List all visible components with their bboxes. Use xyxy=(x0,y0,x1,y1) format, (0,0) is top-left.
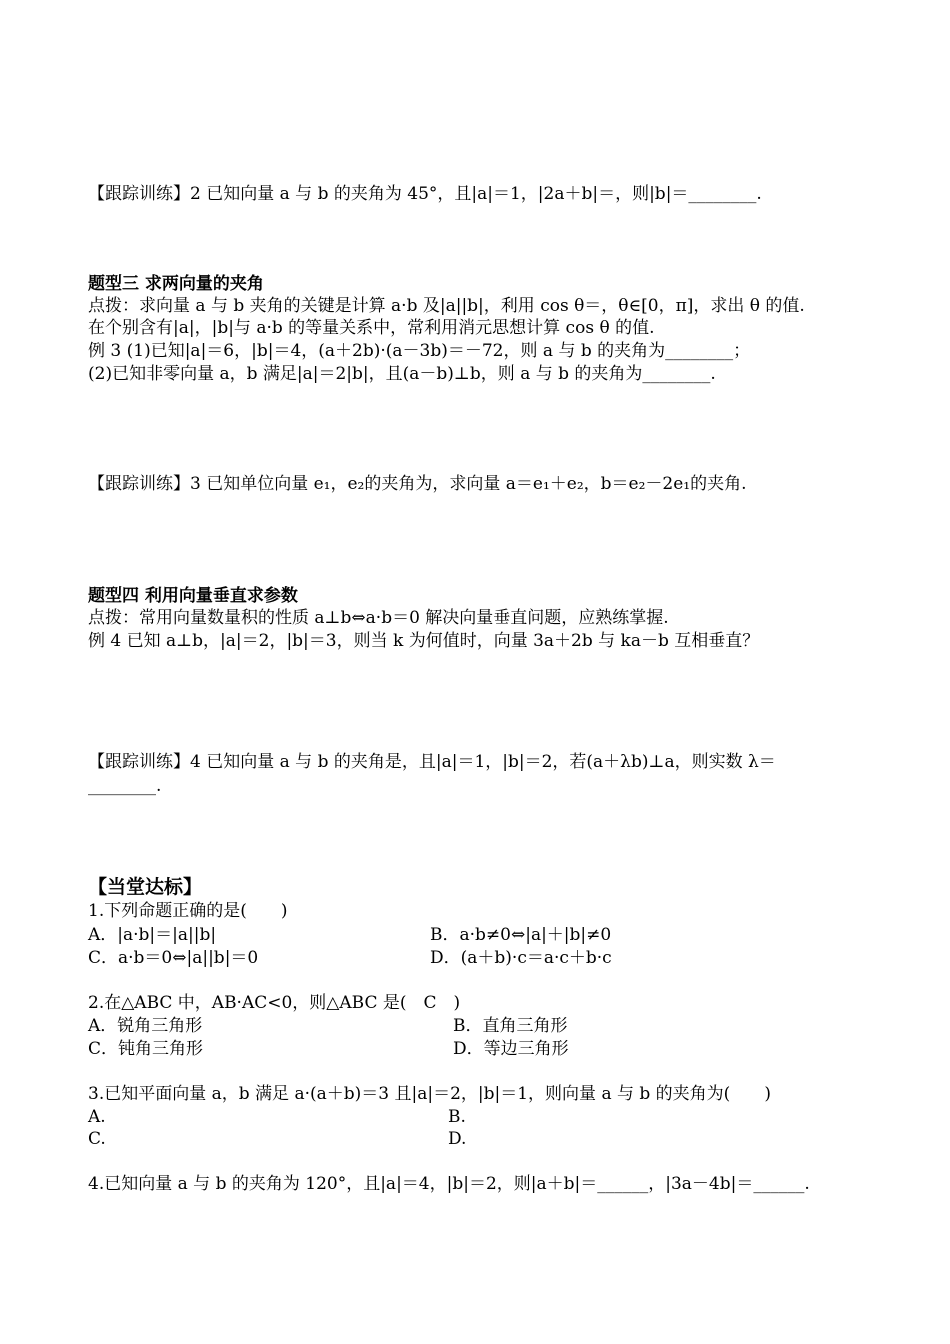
type4-hint: 点拨：常用向量数量积的性质 a⊥b⇔a·b＝0 解决向量垂直问题，应熟练掌握. xyxy=(88,608,669,628)
quiz-title: 【当堂达标】 xyxy=(88,876,203,898)
question-1: 1.下列命题正确的是( ) xyxy=(88,901,288,921)
question-3-option-c: C. xyxy=(88,1129,106,1149)
question-2-option-b: B．直角三角形 xyxy=(453,1016,568,1036)
question-2-option-d: D．等边三角形 xyxy=(453,1039,569,1059)
question-2-option-c: C．钝角三角形 xyxy=(88,1039,204,1059)
type3-hint-2: 在个别含有|a|，|b|与 a·b 的等量关系中，常利用消元思想计算 cos θ 的值. xyxy=(88,318,655,338)
question-1-option-c: C．a·b＝0⇔|a||b|＝0 xyxy=(88,948,259,968)
question-3: 3.已知平面向量 a，b 满足 a·(a＋b)＝3 且|a|＝2，|b|＝1，则向量 a 与 b 的夹角为( ) xyxy=(88,1084,771,1104)
type3-title: 题型三 求两向量的夹角 xyxy=(88,274,264,294)
question-3-option-b: B. xyxy=(448,1107,466,1127)
question-3-option-a: A. xyxy=(88,1107,106,1127)
track-training-4: 【跟踪训练】4 已知向量 a 与 b 的夹角是，且|a|＝1，|b|＝2，若(a＋λb)⊥a，则实数 λ＝ xyxy=(88,752,776,772)
track-training-4-blank: ________. xyxy=(88,776,162,796)
example-4: 例 4 已知 a⊥b，|a|＝2，|b|＝3，则当 k 为何值时，向量 3a＋2b 与 ka－b 互相垂直？ xyxy=(88,631,760,651)
question-2: 2.在△ABC 中，AB·AC<0，则△ABC 是( C ) xyxy=(88,993,461,1013)
track-training-3: 【跟踪训练】3 已知单位向量 e₁，e₂的夹角为，求向量 a＝e₁＋e₂，b＝e₂－2e₁的夹角. xyxy=(88,474,747,494)
track-training-2: 【跟踪训练】2 已知向量 a 与 b 的夹角为 45°，且|a|＝1，|2a＋b|＝，则|b|＝________. xyxy=(88,184,762,204)
example-3-part-1: 例 3 (1)已知|a|＝6，|b|＝4，(a＋2b)·(a－3b)＝－72，则 a 与 b 的夹角为________； xyxy=(88,341,751,361)
question-1-option-d: D．(a＋b)·c＝a·c＋b·c xyxy=(430,948,612,968)
question-1-option-b: B．a·b≠0⇔|a|＋|b|≠0 xyxy=(430,925,612,945)
type3-hint: 点拨：求向量 a 与 b 夹角的关键是计算 a·b 及|a||b|，利用 cos θ＝，θ∈[0，π]，求出 θ 的值. xyxy=(88,296,805,316)
question-3-option-d: D. xyxy=(448,1129,467,1149)
example-3-part-2: (2)已知非零向量 a，b 满足|a|＝2|b|，且(a－b)⊥b，则 a 与 b 的夹角为________. xyxy=(88,364,716,384)
question-2-option-a: A．锐角三角形 xyxy=(88,1016,203,1036)
question-1-option-a: A．|a·b|＝|a||b| xyxy=(88,925,217,945)
type4-title: 题型四 利用向量垂直求参数 xyxy=(88,586,298,606)
question-4: 4.已知向量 a 与 b 的夹角为 120°，且|a|＝4，|b|＝2，则|a＋b|＝______，|3a－4b|＝______. xyxy=(88,1174,810,1194)
